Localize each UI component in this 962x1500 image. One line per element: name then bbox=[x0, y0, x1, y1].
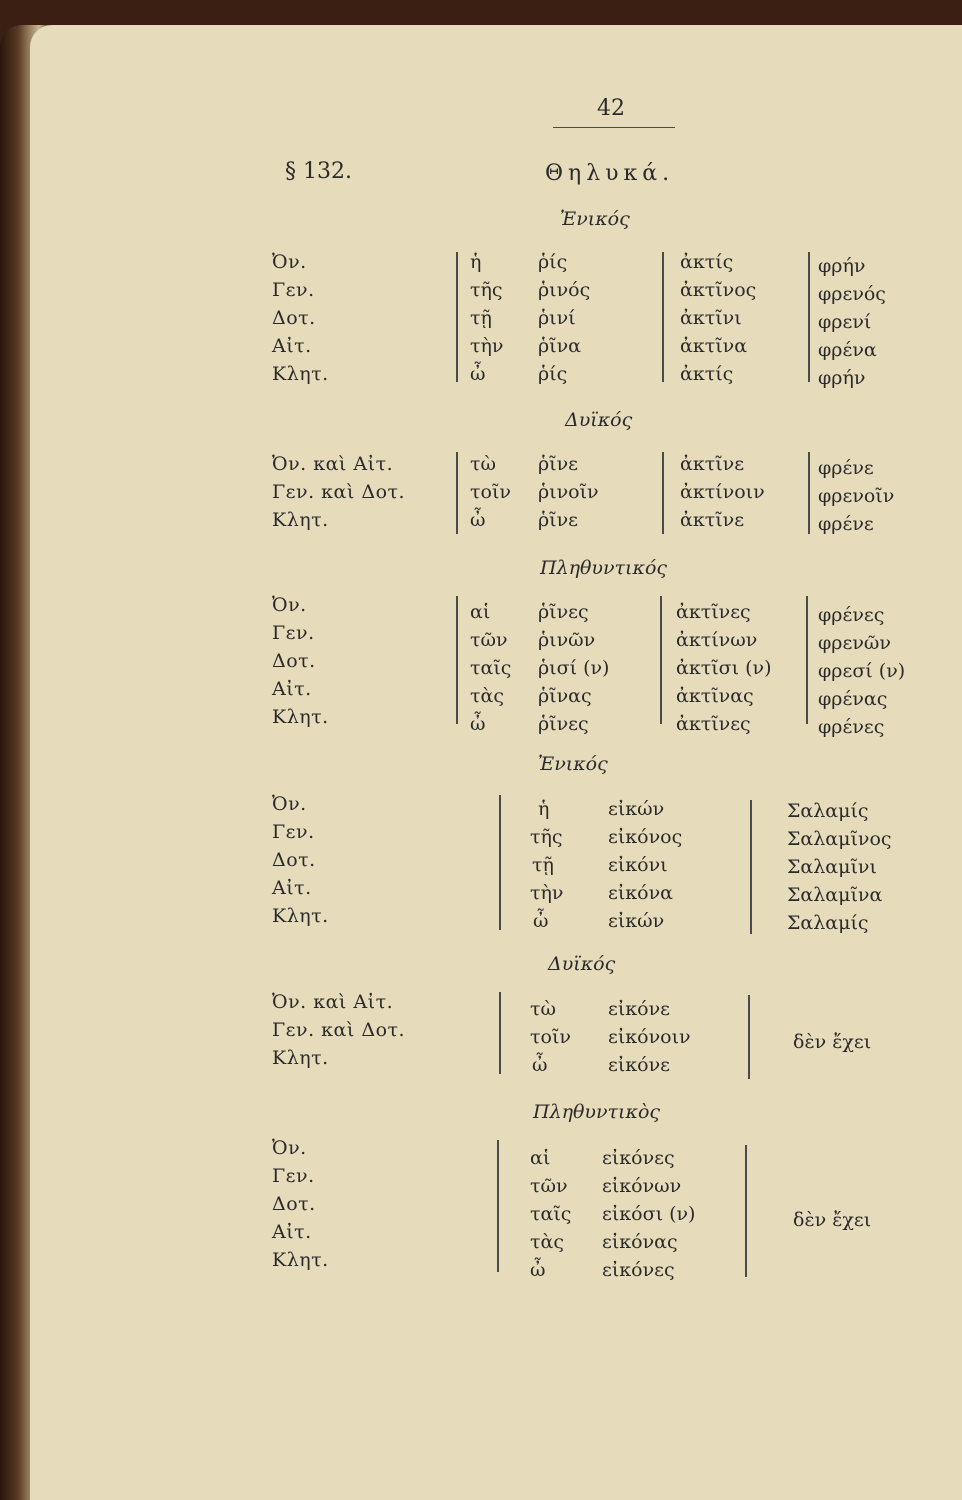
word-form: ῥῖνες bbox=[538, 713, 589, 735]
word-form: εἰκόνε bbox=[608, 1054, 671, 1076]
column-divider bbox=[456, 252, 458, 382]
word-form: Σαλαμῖνι bbox=[787, 856, 877, 878]
word-form: ἀκτῖνες bbox=[676, 601, 751, 623]
article: τὼ bbox=[530, 998, 557, 1020]
word-form: εἰκόνες bbox=[602, 1147, 675, 1169]
column-divider bbox=[497, 1140, 499, 1272]
article: τὰς bbox=[470, 685, 504, 707]
article: τὴν bbox=[470, 335, 504, 357]
section-number: § 132. bbox=[285, 159, 352, 184]
page-title: Θηλυκά. bbox=[545, 161, 675, 186]
word-form: ἀκτῖνας bbox=[676, 685, 754, 707]
word-form: φρένε bbox=[818, 513, 874, 535]
word-form: Σαλαμίς bbox=[787, 800, 869, 822]
column-divider bbox=[806, 596, 808, 724]
word-form: εἰκόνι bbox=[608, 854, 668, 876]
article: τοῖν bbox=[470, 481, 511, 503]
word-form: ἀκτῖσι (ν) bbox=[676, 657, 772, 679]
column-divider bbox=[499, 992, 501, 1074]
column-divider bbox=[808, 452, 810, 534]
page-number-rule bbox=[553, 127, 675, 128]
article: αἱ bbox=[530, 1147, 551, 1169]
case-label: Αἰτ. bbox=[272, 335, 312, 357]
article: τὼ bbox=[470, 453, 497, 475]
case-label: Γεν. καὶ Δοτ. bbox=[272, 481, 406, 503]
article: ὦ bbox=[530, 1259, 546, 1281]
article: ταῖς bbox=[530, 1203, 572, 1225]
case-label: Δοτ. bbox=[272, 650, 316, 672]
article: ὦ bbox=[470, 509, 486, 531]
column-divider bbox=[456, 596, 458, 724]
word-form: ἀκτῖνι bbox=[680, 307, 742, 329]
column-divider bbox=[456, 452, 458, 534]
case-label: Αἰτ. bbox=[272, 1221, 312, 1243]
case-label: Κλητ. bbox=[272, 905, 329, 927]
case-label: Αἰτ. bbox=[272, 678, 312, 700]
case-label: Κλητ. bbox=[272, 363, 329, 385]
case-label: Ὀν. καὶ Αἰτ. bbox=[272, 453, 394, 475]
column-divider bbox=[748, 995, 750, 1079]
word-form: φρένα bbox=[818, 339, 877, 361]
word-form: ῥινῶν bbox=[538, 629, 596, 651]
case-label: Γεν. bbox=[272, 1165, 315, 1187]
article: τῇ bbox=[532, 854, 554, 876]
word-form: ῥίς bbox=[538, 363, 568, 385]
word-form: ῥῖνε bbox=[538, 509, 579, 531]
word-form: Σαλαμῖνα bbox=[787, 884, 883, 906]
column-divider bbox=[662, 452, 664, 534]
article: τοῖν bbox=[530, 1026, 571, 1048]
case-label: Γεν. καὶ Δοτ. bbox=[272, 1019, 406, 1041]
word-form: φρενί bbox=[818, 311, 872, 333]
word-form: ἀκτίνοιν bbox=[680, 481, 765, 503]
article: ὦ bbox=[532, 1054, 548, 1076]
b2-dual-no-forms-note: δὲν ἔχει bbox=[793, 1031, 872, 1053]
word-form: εἰκόνε bbox=[608, 998, 671, 1020]
word-form: ῥῖνας bbox=[538, 685, 592, 707]
article: αἱ bbox=[470, 601, 491, 623]
case-label: Κλητ. bbox=[272, 706, 329, 728]
word-form: φρένας bbox=[818, 688, 888, 710]
article: τῆς bbox=[530, 826, 563, 848]
b1-singular-heading: Ἐνικός bbox=[560, 208, 630, 230]
word-form: εἰκόνων bbox=[602, 1175, 682, 1197]
column-divider bbox=[660, 596, 662, 724]
word-form: ῥῖνες bbox=[538, 601, 589, 623]
article: ἡ bbox=[538, 798, 550, 820]
word-form: ῥινός bbox=[538, 279, 591, 301]
case-label: Κλητ. bbox=[272, 1249, 329, 1271]
word-form: εἰκόνες bbox=[602, 1259, 675, 1281]
word-form: εἰκόνας bbox=[602, 1231, 678, 1253]
word-form: ῥῖνε bbox=[538, 453, 579, 475]
case-label: Κλητ. bbox=[272, 509, 329, 531]
word-form: φρενοῖν bbox=[818, 485, 895, 507]
word-form: εἰκόνοιν bbox=[608, 1026, 691, 1048]
word-form: φρήν bbox=[818, 367, 866, 389]
column-divider bbox=[750, 800, 752, 934]
article: ἡ bbox=[470, 251, 482, 273]
column-divider bbox=[662, 252, 664, 382]
word-form: φρενός bbox=[818, 283, 886, 305]
b2-dual-heading: Δυϊκός bbox=[548, 953, 616, 975]
word-form: ἀκτῖνε bbox=[680, 453, 745, 475]
page-number: 42 bbox=[597, 96, 625, 121]
word-form: ἀκτίνων bbox=[676, 629, 758, 651]
article: ὦ bbox=[470, 713, 486, 735]
article: τῶν bbox=[470, 629, 508, 651]
word-form: εἰκών bbox=[608, 910, 665, 932]
word-form: Σαλαμῖνος bbox=[787, 828, 892, 850]
word-form: εἰκόνος bbox=[608, 826, 683, 848]
b1-dual-heading: Δυϊκός bbox=[565, 409, 633, 431]
case-label: Ὀν. καὶ Αἰτ. bbox=[272, 991, 394, 1013]
word-form: ἀκτίς bbox=[680, 251, 734, 273]
case-label: Ὀν. bbox=[272, 251, 307, 273]
word-form: εἰκών bbox=[608, 798, 665, 820]
b2-plural-no-forms-note: δὲν ἔχει bbox=[793, 1209, 872, 1231]
b2-plural-heading: Πληθυντικὸς bbox=[533, 1101, 661, 1123]
word-form: ῥισί (ν) bbox=[538, 657, 610, 679]
b1-plural-heading: Πληθυντικός bbox=[540, 557, 668, 579]
book-page bbox=[30, 25, 962, 1500]
case-label: Δοτ. bbox=[272, 307, 316, 329]
case-label: Ὀν. bbox=[272, 594, 307, 616]
article: ὦ bbox=[470, 363, 486, 385]
case-label: Αἰτ. bbox=[272, 877, 312, 899]
article: τὴν bbox=[530, 882, 564, 904]
article: ὦ bbox=[533, 910, 549, 932]
case-label: Γεν. bbox=[272, 279, 315, 301]
article: τὰς bbox=[530, 1231, 564, 1253]
word-form: ῥίς bbox=[538, 251, 568, 273]
word-form: φρήν bbox=[818, 255, 866, 277]
word-form: ῥινοῖν bbox=[538, 481, 599, 503]
column-divider bbox=[499, 795, 501, 930]
word-form: ἀκτῖνος bbox=[680, 279, 757, 301]
b2-singular-heading: Ἐνικός bbox=[538, 753, 608, 775]
article: τῇ bbox=[470, 307, 492, 329]
case-label: Ὀν. bbox=[272, 793, 307, 815]
word-form: εἰκόσι (ν) bbox=[602, 1203, 696, 1225]
case-label: Γεν. bbox=[272, 622, 315, 644]
word-form: ῥῖνα bbox=[538, 335, 582, 357]
word-form: φρενῶν bbox=[818, 632, 891, 654]
word-form: ἀκτῖνα bbox=[680, 335, 748, 357]
word-form: φρένες bbox=[818, 604, 885, 626]
case-label: Ὀν. bbox=[272, 1137, 307, 1159]
word-form: φρεσί (ν) bbox=[818, 660, 906, 682]
column-divider bbox=[745, 1145, 747, 1277]
case-label: Δοτ. bbox=[272, 849, 316, 871]
word-form: ἀκτῖνες bbox=[676, 713, 751, 735]
word-form: φρένες bbox=[818, 716, 885, 738]
word-form: Σαλαμίς bbox=[787, 912, 869, 934]
case-label: Κλητ. bbox=[272, 1047, 329, 1069]
word-form: φρένε bbox=[818, 457, 874, 479]
column-divider bbox=[808, 252, 810, 382]
case-label: Δοτ. bbox=[272, 1193, 316, 1215]
article: τῆς bbox=[470, 279, 503, 301]
case-label: Γεν. bbox=[272, 821, 315, 843]
article: ταῖς bbox=[470, 657, 512, 679]
word-form: ἀκτῖνε bbox=[680, 509, 745, 531]
word-form: ῥινί bbox=[538, 307, 576, 329]
word-form: ἀκτίς bbox=[680, 363, 734, 385]
word-form: εἰκόνα bbox=[608, 882, 673, 904]
article: τῶν bbox=[530, 1175, 568, 1197]
